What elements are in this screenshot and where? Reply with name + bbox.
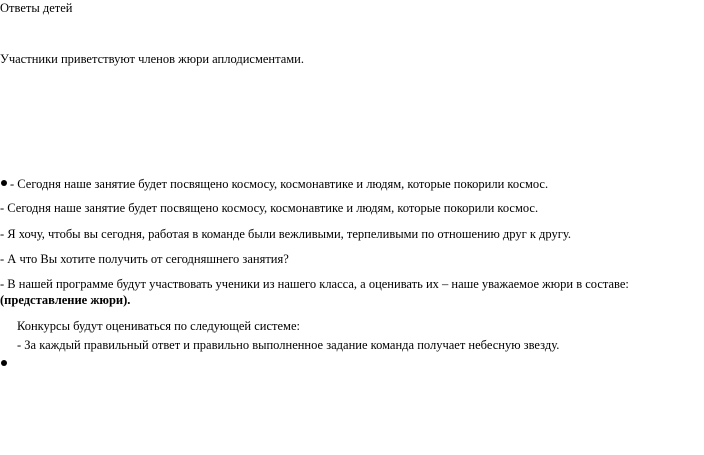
applause-text: Участники приветствуют членов жюри аплодисментами. — [0, 52, 304, 66]
program-text: - В нашей программе будут участвовать ученики из нашего класса, а оценивать их – наше уважаемое жюри в составе: — [0, 277, 629, 291]
contests-intro-text: Конкурсы будут оцениваться по следующей системе: — [17, 319, 300, 333]
contests-rule-text: - За каждый правильный ответ и правильно выполненное задание команда получает небесную звезду. — [17, 338, 560, 352]
wish-paragraph: - Я хочу, чтобы вы сегодня, работая в команде были вежливыми, терпеливыми по отношению друг к другу. — [0, 227, 571, 241]
bullet-paragraph-text: - Сегодня наше занятие будет посвящено космосу, космонавтике и людям, которые покорили космос. — [10, 177, 549, 191]
topic-paragraph: - Сегодня наше занятие будет посвящено космосу, космонавтике и людям, которые покорили космос. — [0, 201, 539, 215]
bullet-paragraph — [0, 176, 548, 192]
program-bold-text: (представление жюри). — [0, 293, 131, 307]
question-paragraph: - А что Вы хотите получить от сегодняшнего занятия? — [0, 252, 289, 266]
bullet-icon — [1, 360, 7, 366]
heading-text: Ответы детей — [0, 1, 73, 15]
empty-bullet-item — [0, 356, 10, 372]
bullet-icon — [1, 180, 7, 186]
program-paragraph — [0, 276, 700, 308]
